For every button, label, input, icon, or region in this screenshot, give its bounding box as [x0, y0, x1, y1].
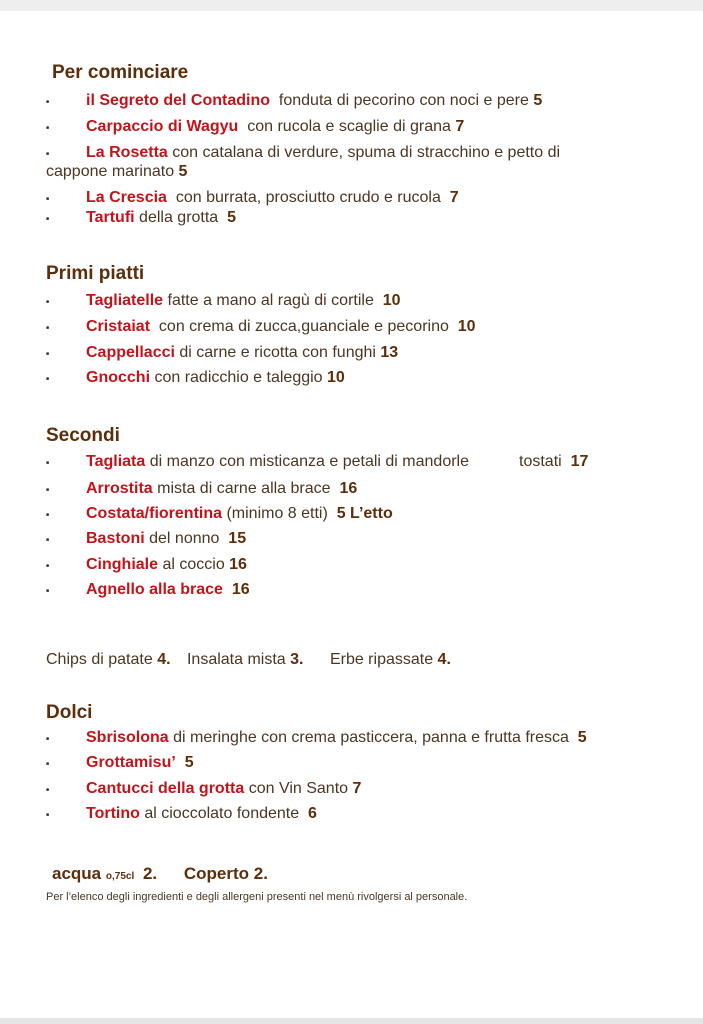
dish-name: Bastoni — [86, 530, 145, 547]
dish-price: 7 — [449, 189, 459, 206]
water-label: acqua — [52, 864, 102, 883]
section-heading: Dolci — [46, 702, 93, 723]
dish-description — [223, 581, 232, 598]
dish-price: 5 — [184, 754, 194, 771]
menu-item-text — [86, 804, 317, 824]
dish-name: Costata/fiorentina — [86, 505, 223, 522]
dish-description: cappone marinato — [46, 163, 179, 180]
water-size: o,75cl — [105, 871, 135, 882]
dish-name: Tartufi — [86, 209, 135, 226]
dish-price: 15 — [228, 530, 247, 547]
bullet-icon: ■ — [46, 761, 50, 767]
dish-name: il Segreto del Contadino — [86, 92, 271, 109]
dish-description: al coccio — [158, 556, 230, 573]
bullet-icon: ■ — [46, 537, 50, 543]
dish-name: Tortino — [86, 805, 140, 822]
dish-name: Cinghiale — [86, 556, 159, 573]
dish-price: 16 — [339, 480, 358, 497]
menu-item-text — [86, 208, 236, 228]
bullet-icon: ■ — [46, 376, 50, 382]
dish-description: di manzo con misticanza e petali di mandorle — [145, 453, 469, 470]
side-label: Erbe ripassate — [329, 651, 438, 668]
dish-description: (minimo 8 etti) — [222, 505, 337, 522]
menu-item-text — [86, 291, 401, 311]
side-price: 4. — [157, 651, 171, 668]
dish-description: con burrata, prosciutto crudo e rucola — [166, 189, 450, 206]
allergen-note: Per l’elenco degli ingredienti e degli allergeni presenti nel menù rivolgersi al personale. — [46, 891, 468, 903]
dish-description-tail: tostati — [519, 453, 571, 470]
dish-price: 6 — [308, 805, 317, 822]
dish-name: Carpaccio di Wagyu — [86, 118, 239, 135]
menu-item-continuation — [46, 162, 187, 182]
dish-name: Arrostita — [86, 480, 153, 497]
dish-price: 10 — [457, 318, 476, 335]
bullet-icon: ■ — [46, 512, 50, 518]
bullet-icon: ■ — [46, 196, 50, 202]
dish-description: fonduta di pecorino con noci e pere — [270, 92, 534, 109]
menu-item-text — [86, 504, 393, 524]
side-label: Chips di patate — [46, 651, 158, 668]
menu-item-text — [86, 143, 560, 163]
menu-item-text — [86, 779, 361, 799]
dish-price: 10 — [382, 292, 401, 309]
bullet-icon: ■ — [46, 588, 50, 594]
menu-item-text — [86, 368, 345, 388]
dish-description: con rucola e scaglie di grana — [238, 118, 456, 135]
bullet-icon: ■ — [46, 736, 50, 742]
dish-name: La Rosetta — [86, 144, 168, 161]
sides-line — [46, 651, 451, 669]
section-heading: Secondi — [46, 425, 120, 446]
dish-description — [176, 754, 185, 771]
dish-price: 7 — [352, 780, 362, 797]
bullet-icon: ■ — [46, 460, 50, 466]
dish-name: Tagliatelle — [86, 292, 164, 309]
dish-price: 7 — [455, 118, 465, 135]
dish-description: fatte a mano al ragù di cortile — [163, 292, 383, 309]
bottom-bar — [0, 1018, 703, 1024]
cover-label: Coperto — [183, 864, 250, 883]
dish-name: Cantucci della grotta — [86, 780, 245, 797]
dish-price: 5 — [577, 729, 587, 746]
dish-price: 16 — [231, 581, 250, 598]
dish-description: di meringhe con crema pasticcera, panna e frutta fresca — [168, 729, 578, 746]
menu-item-text — [86, 479, 357, 499]
bullet-icon: ■ — [46, 216, 50, 222]
dish-price: 5 — [178, 163, 188, 180]
dish-description: con catalana di verdure, spuma di stracchino e petto di — [167, 144, 561, 161]
menu-item-text — [86, 728, 587, 748]
dish-price: 5 L’etto — [336, 505, 393, 522]
bullet-icon: ■ — [46, 563, 50, 569]
menu-item-text — [86, 317, 476, 337]
bullet-icon: ■ — [46, 299, 50, 305]
dish-description: mista di carne alla brace — [152, 480, 340, 497]
section-heading: Per cominciare — [52, 62, 189, 83]
section-heading: Primi piatti — [46, 263, 145, 284]
side-price: 4. — [437, 651, 451, 668]
menu-item-text — [86, 91, 542, 111]
dish-description: con radicchio e taleggio — [150, 369, 328, 386]
side-price: 3. — [290, 651, 304, 668]
dish-name: Agnello alla brace — [86, 581, 223, 598]
menu-item-text — [86, 529, 246, 549]
dish-price: 13 — [380, 344, 399, 361]
menu-item-text — [86, 580, 250, 600]
dish-name: La Crescia — [86, 189, 167, 206]
water-price: 2. — [142, 864, 158, 883]
dish-name: Tagliata — [86, 453, 146, 470]
bullet-icon: ■ — [46, 351, 50, 357]
dish-description: del nonno — [144, 530, 229, 547]
menu-item-text — [86, 452, 588, 472]
bullet-icon: ■ — [46, 125, 50, 131]
bullet-icon: ■ — [46, 487, 50, 493]
menu-item-text — [86, 117, 464, 137]
top-bar — [0, 0, 703, 11]
dish-name: Cristaiat — [86, 318, 151, 335]
bullet-icon: ■ — [46, 99, 50, 105]
dish-name: Sbrisolona — [86, 729, 169, 746]
dish-name: Gnocchi — [86, 369, 151, 386]
bullet-icon: ■ — [46, 812, 50, 818]
dish-name: Cappellacci — [86, 344, 175, 361]
menu-item-text — [86, 343, 398, 363]
dish-description: con crema di zucca,guanciale e pecorino — [150, 318, 458, 335]
menu-item-text — [86, 555, 247, 575]
menu-item-text — [86, 188, 459, 208]
dish-price: 10 — [327, 369, 345, 386]
dish-description: della grotta — [134, 209, 228, 226]
dish-price: 5 — [533, 92, 543, 109]
dish-price: 16 — [229, 556, 247, 573]
bullet-icon: ■ — [46, 325, 50, 331]
menu-item-text — [86, 753, 194, 773]
dish-price: 5 — [227, 209, 236, 226]
bullet-icon: ■ — [46, 787, 50, 793]
cover-price: 2. — [253, 864, 268, 883]
dish-price: 17 — [570, 453, 589, 470]
dish-description: al cioccolato fondente — [139, 805, 309, 822]
side-label: Insalata mista — [186, 651, 291, 668]
bullet-icon: ■ — [46, 151, 50, 157]
dish-description: di carne e ricotta con funghi — [174, 344, 381, 361]
dish-name: Grottamisu’ — [86, 754, 176, 771]
dish-description: con Vin Santo — [244, 780, 353, 797]
extras-line — [52, 864, 268, 884]
